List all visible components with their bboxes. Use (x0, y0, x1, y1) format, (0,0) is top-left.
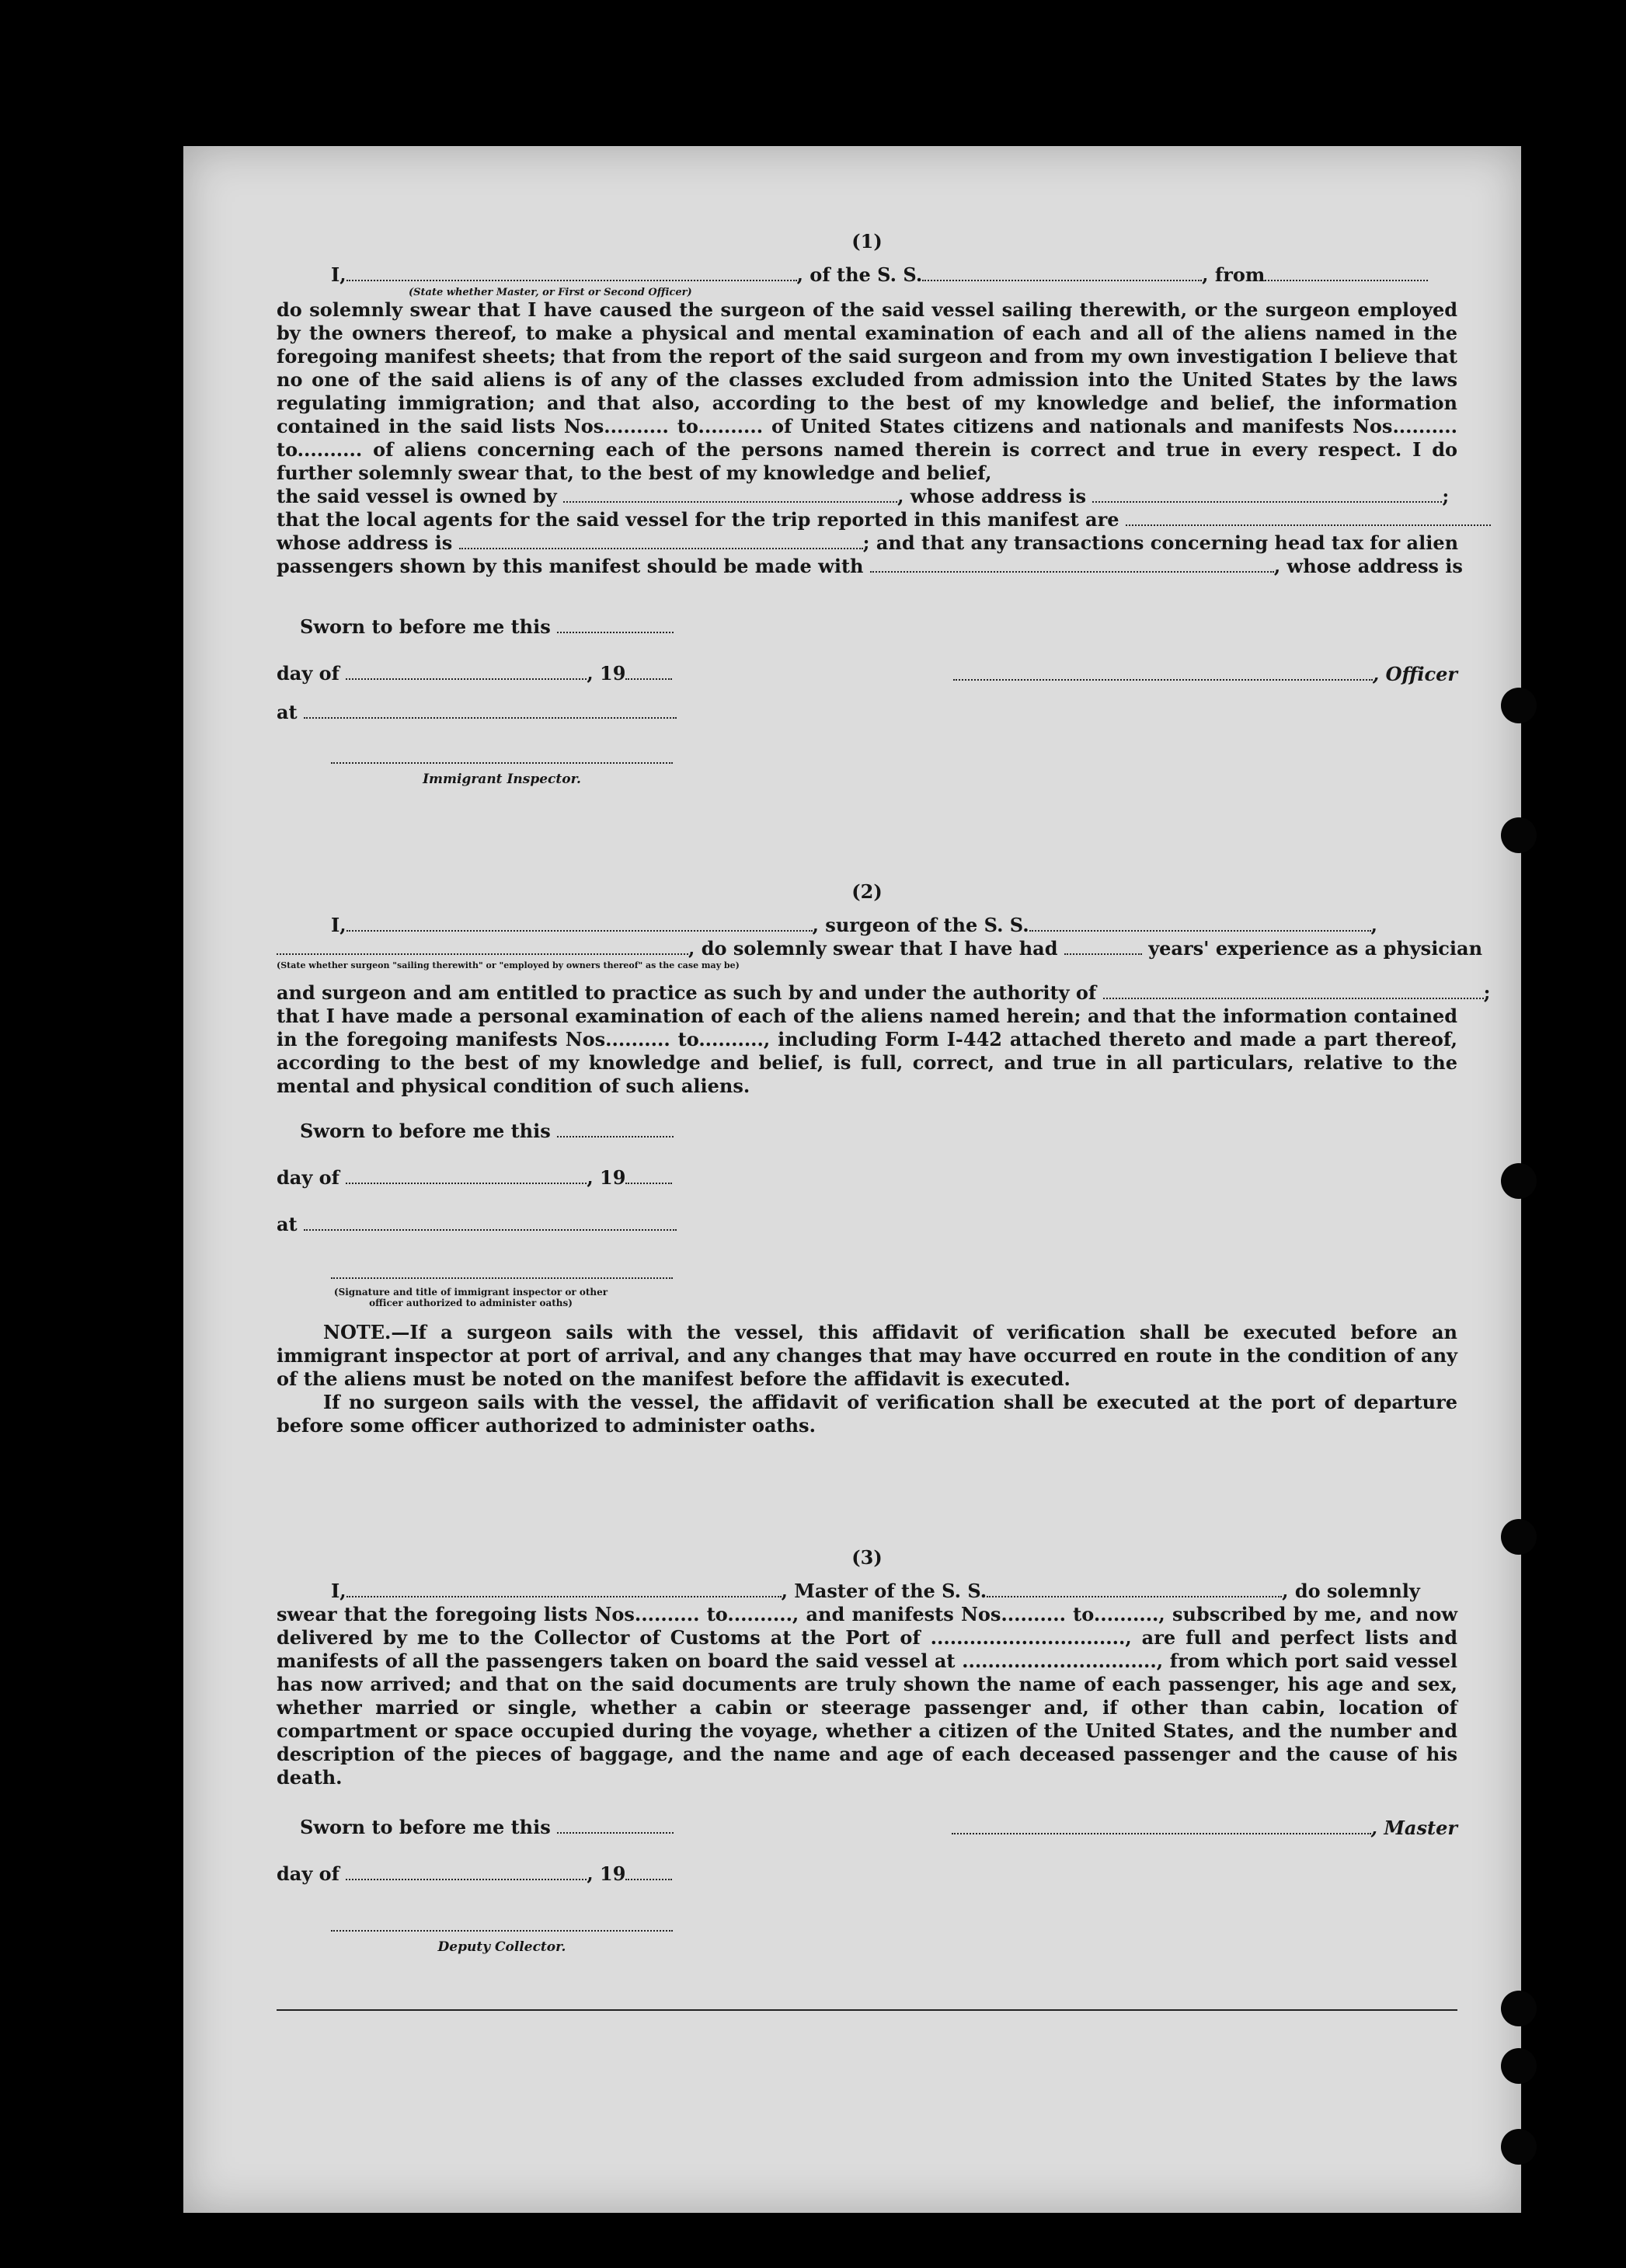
owner-address-field[interactable] (1092, 487, 1442, 503)
deputy-label: Deputy Collector. (437, 1939, 566, 1955)
punch-hole (1501, 2048, 1537, 2084)
punch-hole (1501, 2129, 1537, 2165)
section-2-number: (2) (851, 880, 883, 903)
head-tax-agent-field[interactable] (870, 557, 1274, 573)
manifest-page (183, 146, 1521, 2213)
section-2-note: (State whether surgeon "sailing therewith" or "employed by owners thereof" as the case may be) (277, 960, 740, 970)
years-field[interactable] (1064, 939, 1142, 955)
from-port-field[interactable] (1265, 266, 1428, 281)
officer-signature-field-2[interactable] (331, 1277, 673, 1279)
master-vessel-field[interactable] (987, 1582, 1282, 1597)
master-name-field[interactable] (346, 1582, 782, 1597)
surgeon-name-field[interactable] (346, 916, 813, 932)
signature-note: (Signature and title of immigrant inspector or other officer authorized to administer oaths) (333, 1287, 608, 1308)
surgeon-vessel-field[interactable] (1029, 916, 1371, 932)
section-1-line-1: I, , of the S. S. , from (277, 263, 1457, 287)
agents-field[interactable] (1126, 510, 1491, 526)
punch-hole (1501, 1991, 1537, 2026)
deputy-signature-field[interactable] (331, 1930, 673, 1932)
section-3-number: (3) (851, 1546, 883, 1569)
officer-signature-field[interactable] (953, 665, 1373, 681)
sworn-day-field-2[interactable] (557, 1122, 674, 1137)
inspector-signature-field[interactable] (331, 762, 673, 764)
punch-hole (1501, 1163, 1537, 1199)
inspector-label: Immigrant Inspector. (423, 772, 581, 787)
affidavit-content: (1) I, , of the S. S. , from (State whether Master, or First or Second Officer) do solemnly swear that I have caused the surgeon of the said vessel sailing therewith, or the surgeon employed by the owners thereof, to make a physical and mental examination of each and all of the aliens named in the foregoing manifest sheets; that from the report of the said surgeon and from my own investigation I believe that no one of the said aliens is of any of the classes excluded from admission into the United States by the laws regulating immigration; and that also, according to the best of my knowledge and belief, the information contained in the said lists Nos.......... to.......... of United States citizens and nationals and manifests Nos.......... to.......... of aliens concerning each of the persons named therein is correct and true in every respect. I do further solemnly swear that, to the best of my knowledge and belief, the said vessel is owned by , whose address is ; that the local agents for the said vessel for the trip reported in this manifest are whose address is ; and that any transactions concerning head tax for alien passengers shown by this manifest should be made with , whose address is Sworn to before me this day of , 19 , Officer at Immigrant Inspector. (2) I, , surgeon of the S. S. , , do solemnly swear that I have had years' experience as a physician (State whether surgeon "sailing therewith" or "employed by owners thereof" as the case may be) and surgeon and am entitled to practice as such by and under the authority of ; that I have made a personal examination of each of the aliens named herein; and that the information contained in the foregoing manifests Nos.......... to.........., including Form I-442 attached thereto and made a part thereof, according to the best of my knowledge and belief, is full, correct, and true in all particulars, relative to the mental and physical condition of such aliens. Sworn to before me this day of , 19 at (Signature and title of immigrant inspector or other officer authorized to administer oaths) NOTE.—If a surgeon sails with the vessel, this affidavit of verification shall be executed before an immigrant inspector at port of arrival, and any changes that may have occurred en route in the condition of any of the aliens must be noted on the manifest before the affidavit is executed. If no surgeon sails with the vessel, the affidavit of verification shall be executed at the port of departure before some officer authorized to administer oaths. (3) I, , Master of the S. S. , do solemnly swear that the foregoing lists Nos.......... to.........., and manifests Nos.......... to.........., subscribed by me, and now delivered by me to the Collector of Customs at the Port of .............................., are full and perfect lists and manifests of all the passengers taken on board the said vessel at .............................., from which port said vessel has now arrived; and that on the said documents are truly shown the name of each passenger, his age and sex, whether married or single, whether a cabin or steerage passenger and, if other than cabin, location of compartment or space occupied during the voyage, whether a citizen of the United States, and the number and description of the pieces of baggage, and the name and age of each deceased passenger and the cause of his death. Sworn to before me this , Master day of , 19 Deputy Collector. (277, 224, 1457, 2011)
master-signature-field[interactable] (952, 1819, 1371, 1834)
punch-hole (1501, 688, 1537, 723)
section-1-text: do solemnly swear that I have caused the surgeon of the said vessel sailing therewith, or the surgeon employed by the owners thereof, to make a physical and mental examination of each and all of the aliens named in the foregoing manifest sheets; that from the report of the said surgeon and from my own investigation I believe that no one of the said aliens is of any of the classes excluded from admission into the United States by the laws regulating immigration; and that also, according to the best of my knowledge and belief, the information contained in the said lists Nos.......... to.......... of United States citizens and nationals and manifests Nos.......... to.......... of aliens concerning each of the persons named therein is correct and true in every respect. I do further solemnly swear that, to the best of my knowledge and belief, (277, 298, 1457, 484)
surgeon-status-field[interactable] (277, 939, 688, 955)
surgeon-note: NOTE.—If a surgeon sails with the vessel, this affidavit of verification shall be executed before an immigrant inspector at port of arrival, and any changes that may have occurred en route in the condition of any of the aliens must be noted on the manifest before the affidavit is executed. (277, 1321, 1457, 1390)
surgeon-note-2: If no surgeon sails with the vessel, the affidavit of verification shall be executed at the port of departure before some officer authorized to administer oaths. (277, 1391, 1457, 1437)
authority-field[interactable] (1103, 984, 1484, 999)
officer-name-field[interactable] (346, 266, 797, 281)
punch-hole (1501, 817, 1537, 853)
section-1-number: (1) (851, 230, 883, 253)
sworn-year-field-2[interactable] (625, 1169, 672, 1184)
agents-address-field[interactable] (459, 534, 863, 549)
sworn-year-field-1[interactable] (625, 664, 672, 680)
sworn-month-field-1[interactable] (346, 664, 587, 680)
sworn-at-field-1[interactable] (304, 703, 677, 719)
section-1-note: (State whether Master, or First or Second Officer) (409, 287, 692, 298)
punch-hole (1501, 1519, 1537, 1555)
sworn-month-field-3[interactable] (346, 1865, 587, 1880)
vessel-name-field[interactable] (922, 266, 1202, 281)
owner-field[interactable] (563, 487, 897, 503)
sworn-year-field-3[interactable] (625, 1865, 672, 1880)
sworn-at-field-2[interactable] (304, 1215, 677, 1231)
sworn-day-field-3[interactable] (557, 1818, 674, 1834)
sworn-day-field-1[interactable] (557, 618, 674, 633)
sworn-month-field-2[interactable] (346, 1169, 587, 1184)
section-2-text: that I have made a personal examination of each of the aliens named herein; and that the information contained in the foregoing manifests Nos.......... to.........., including Form I-442 attached thereto and made a part thereof, according to the best of my knowledge and belief, is full, correct, and true in all particulars, relative to the mental and physical condition of such aliens. (277, 1005, 1457, 1097)
bottom-rule (277, 2009, 1457, 2011)
section-3-text: swear that the foregoing lists Nos.......... to.........., and manifests Nos.......... to.........., subscribed by me, and now delivered by me to the Collector of Customs at the Port of .............................., are full and perfect lists and manifests of all the passengers taken on board the said vessel at .............................., from which port said vessel has now arrived; and that on the said documents are truly shown the name of each passenger, his age and sex, whether married or single, whether a cabin or steerage passenger and, if other than cabin, location of compartment or space occupied during the voyage, whether a citizen of the United States, and the number and description of the pieces of baggage, and the name and age of each deceased passenger and the cause of his death. (277, 1603, 1457, 1789)
